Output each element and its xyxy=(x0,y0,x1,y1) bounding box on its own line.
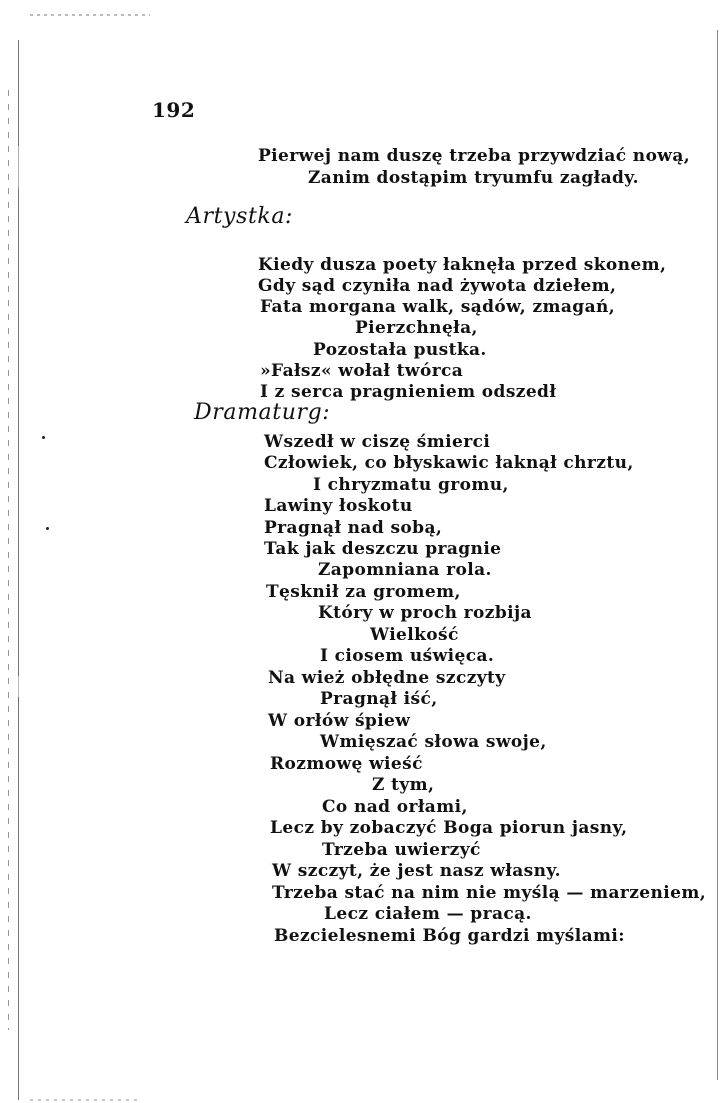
scan-noise-top xyxy=(30,14,150,16)
verse-line: Z tym, xyxy=(372,775,435,795)
verse-line: W orłów śpiew xyxy=(268,711,411,731)
verse-line: Lecz by zobaczyć Boga piorun jasny, xyxy=(270,818,628,838)
verse-line: Co nad orłami, xyxy=(322,797,468,817)
verse-line: Zanim dostąpim tryumfu zagłady. xyxy=(308,168,639,188)
verse-line: Wszedł w ciszę śmierci xyxy=(264,432,491,452)
scan-speck xyxy=(42,436,45,439)
verse-line: Tęsknił za gromem, xyxy=(266,582,461,602)
speaker-dramaturg: Dramaturg: xyxy=(194,400,331,425)
verse-line: I z serca pragnieniem odszedł xyxy=(260,382,557,402)
verse-line: Lawiny łoskotu xyxy=(264,496,413,516)
verse-line: Pierzchnęła, xyxy=(355,318,478,338)
verse-line: Wielkość xyxy=(370,625,459,645)
verse-line: W szczyt, że jest nasz własny. xyxy=(272,861,561,881)
verse-line: »Fałsz« wołał twórca xyxy=(260,361,464,381)
verse-line: Bezcielesnemi Bóg gardzi myślami: xyxy=(274,926,625,946)
verse-line: Trzeba stać na nim nie myślą — marzeniem, xyxy=(272,883,707,903)
scan-edge-right xyxy=(717,30,718,1080)
verse-line: Wmięszać słowa swoje, xyxy=(320,732,547,752)
scan-noise-bottom xyxy=(30,1099,140,1101)
page-number: 192 xyxy=(152,98,196,122)
verse-line: Pragnął nad sobą, xyxy=(264,518,443,538)
verse-line: Lecz ciałem — pracą. xyxy=(324,904,532,924)
verse-line: Trzeba uwierzyć xyxy=(322,840,481,860)
verse-line: Pozostała pustka. xyxy=(313,340,487,360)
verse-line: Na wież obłędne szczyty xyxy=(268,668,506,688)
speaker-artystka: Artystka: xyxy=(186,204,294,229)
verse-line: Człowiek, co błyskawic łaknął chrztu, xyxy=(264,453,634,473)
verse-line: Tak jak deszczu pragnie xyxy=(264,539,502,559)
verse-line: Rozmowę wieść xyxy=(270,754,423,774)
verse-line: Pragnął iść, xyxy=(320,689,438,709)
verse-line: Kiedy dusza poety łaknęła przed skonem, xyxy=(258,255,667,275)
scan-edge-left-inner xyxy=(8,90,9,1030)
scan-speck xyxy=(46,527,49,530)
verse-line: Pierwej nam duszę trzeba przywdziać nową, xyxy=(258,146,691,166)
verse-line: I chryzmatu gromu, xyxy=(313,475,509,495)
verse-line: Zapomniana rola. xyxy=(318,560,492,580)
verse-line: Gdy sąd czyniła nad żywota dziełem, xyxy=(258,276,617,296)
scan-edge-left xyxy=(18,40,19,1100)
verse-line: Który w proch rozbija xyxy=(318,603,532,623)
verse-line: Fata morgana walk, sądów, zmagań, xyxy=(260,297,616,317)
verse-line: I ciosem uświęca. xyxy=(320,646,495,666)
